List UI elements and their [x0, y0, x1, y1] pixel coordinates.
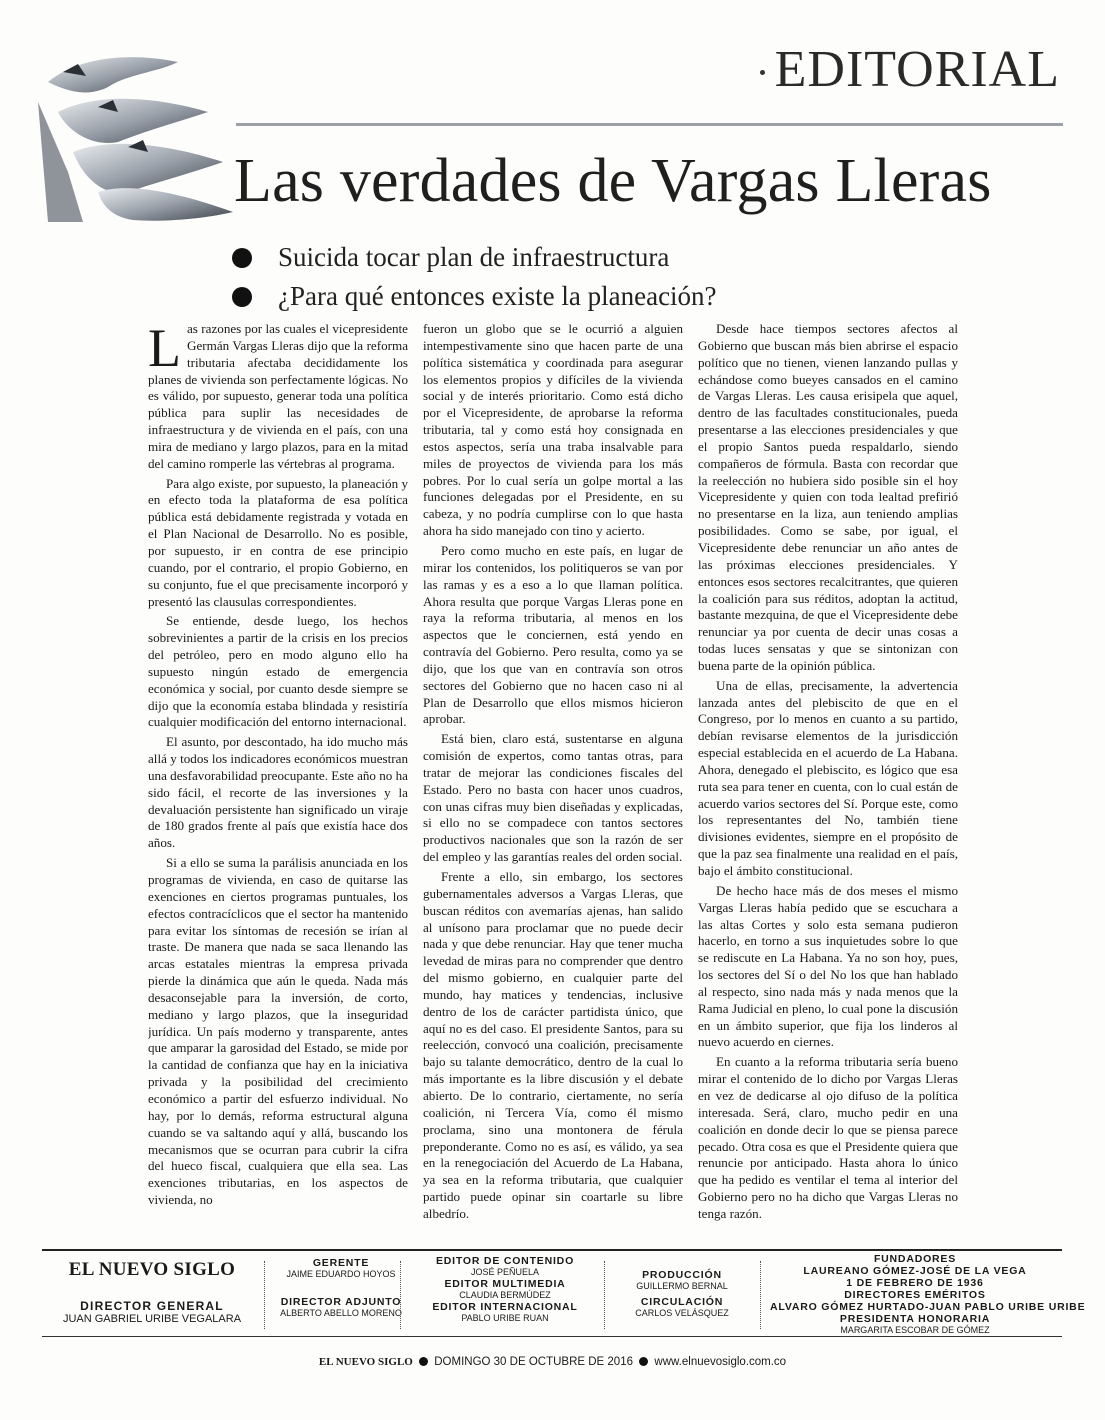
- section-dot: [760, 70, 765, 75]
- page-footer: [0, 1356, 1105, 1368]
- gerente-role: GERENTE: [312, 1257, 370, 1269]
- editor-contenido-role: EDITOR DE CONTENIDO: [435, 1255, 575, 1267]
- paragraph: Desde hace tiempos sectores afectos al Gobierno que buscan más bien abrirse el espacio político que no tienen, vienen lanzando pullas y echándose como bueyes cansados en el camino de Vargas Lleras. Les causa erisipela que aquel, dentro de las facultades constitucionales, pueda presentarse a las elecciones presidenciales y que el propio Santos pueda respaldarlo, siendo compañeros de fórmula. Basta con recordar que la reelección no hubiera sido posible sin el hoy Vicepresidente y quien con toda lealtad prefirió no presentarse en la liza, aun teniendo amplias posibilidades. Como se sabe, por igual, el Vicepresidente debe renunciar un año antes de las próximas elecciones presidenciales. Y entonces esos sectores recalcitrantes, que quieren la coalición para sus réditos, adoptan la actitud, bastante mezquina, de que el Vicepresidente debe renunciar ya por cuenta de decir unas cosas a todas luces sensatas y que se sintonizan con buena parte de la opinión pública.: [698, 321, 958, 673]
- divider: [400, 1261, 401, 1329]
- paragraph: El asunto, por descontado, ha ido mucho más allá y todos los indicadores económicos muestran una desfavorabilidad preocupante. Este año no ha sido fácil, el recorte de las inversiones y la devaluación persistente han significado un viraje de 180 grados frente al país que existía hace dos años.: [148, 734, 408, 851]
- masthead-production-block: [612, 1269, 752, 1323]
- horse-sculpture-illustration: [38, 52, 238, 222]
- directores-emeritos-names: ALVARO GÓMEZ HURTADO-JUAN PABLO URIBE URIBE: [770, 1301, 1086, 1313]
- paragraph: Para algo existe, por supuesto, la planeación y en efecto toda la plataforma de esa política pública está debidamente registrada y votada en el Plan Nacional de Desarrollo. No es posible, por supuesto, ir en contra de ese principio cuando, por el contrario, el propio Gobierno, en su conjunto, fue el que precisamente incorporó y presentó las clausulas correspondientes.: [148, 475, 408, 609]
- editor-multimedia-role: EDITOR MULTIMEDIA: [444, 1278, 566, 1290]
- footer-date: DOMINGO 30 DE OCTUBRE DE 2016: [434, 1356, 633, 1368]
- masthead-editors-block: [408, 1255, 602, 1328]
- article-column-1: [148, 321, 408, 1221]
- circulacion-role: CIRCULACIÓN: [640, 1296, 724, 1308]
- produccion-role: PRODUCCIÓN: [642, 1269, 722, 1281]
- footer-logo: EL NUEVO SIGLO: [318, 1356, 413, 1368]
- bullet-icon: [419, 1357, 428, 1366]
- bullet-icon: [639, 1357, 648, 1366]
- headline: Las verdades de Vargas Lleras: [234, 147, 992, 215]
- director-adjunto-name: ALBERTO ABELLO MORENO: [280, 1308, 402, 1318]
- divider: [604, 1261, 605, 1329]
- gerente-name: JAIME EDUARDO HOYOS: [286, 1269, 396, 1279]
- paragraph: De hecho hace más de dos meses el mismo Vargas Lleras había pedido que se escuchara a las altas Cortes y solo esta semana pudieron hacerlo, en torno a sus inquietudes sobre lo que se rediscute en La Habana. Ya no son hoy, pues, los sectores del Sí o del No los que han hablado al respecto, sino nada más y nada menos que la Rama Judicial en pleno, lo cual pone la discusión en un ámbito superior, que fija los linderos al nuevo acuerdo en ciernes.: [698, 882, 958, 1050]
- paragraph: Si a ello se suma la parálisis anunciada en los programas de vivienda, en caso de quitarse las exenciones en ciertos programas puntuales, los efectos contracíclicos que el sector ha mantenido para evitar los síntomas de recesión se irían al traste. De manera que nada se saca llenando las arcas estatales mientras la empresa privada pierde la dinámica que aún le queda. Nada más desaconsejable para la inversión, de corto, mediano y largo plazos, que la inseguridad jurídica. Un país moderno y transparente, antes que amparar la garosidad del Estado, se mide por la cantidad de confianza que hay en la iniciativa privada y la posibilidad del crecimiento económico a partir del esfuerzo individual. No hay, por lo demás, reforma estructural alguna cuando se va saltando aquí y allá, buscando los mecanismos que se ocurran para cubrir la cifra del hueco fiscal, cualquiera que ella sea. Las exenciones tributarias, en los aspectos de vivienda, no: [148, 855, 408, 1208]
- masthead-founders-block: [770, 1253, 1086, 1340]
- section-label: EDITORIAL: [774, 41, 1060, 98]
- directores-emeritos-role: DIRECTORES EMÉRITOS: [844, 1289, 986, 1301]
- deck-text-2: ¿Para qué entonces existe la planeación?: [278, 281, 717, 311]
- deck-line-1: [232, 238, 717, 277]
- fundacion-fecha: 1 DE FEBRERO DE 1936: [846, 1277, 984, 1289]
- paragraph: Está bien, claro está, sustentarse en alguna comisión de expertos, como tantas otras, para tratar de mejorar las condiciones fiscales del Estado. Pero no basta con hacer unos cuadros, con unas cifras muy bien diseñadas y explicadas, si ello no se compadece con tantos sectores productivos nacionales que son la razón de ser del empleo y las garantías reales del orden social.: [423, 731, 683, 865]
- fundadores-names: LAUREANO GÓMEZ-JOSÉ DE LA VEGA: [803, 1265, 1027, 1277]
- deck-line-2: [232, 277, 717, 316]
- circulacion-name: CARLOS VELÁSQUEZ: [635, 1308, 729, 1318]
- fundadores-role: FUNDADORES: [873, 1253, 957, 1265]
- produccion-name: GUILLERMO BERNAL: [636, 1281, 728, 1291]
- header-rule: [236, 123, 1063, 126]
- paragraph: En cuanto a la reforma tributaria sería bueno mirar el contenido de lo dicho por Vargas Lleras en vez de dedicarse al ojo difuso de la política interesada. Será, claro, mucho pedir en una coalición en donde decir lo que se piensa parece pecado. Otra cosa es que el Presidente quiera que renuncie por anticipado. Hasta ahora lo único que ha pedido es ventilar el tema al interior del Gobierno pero no ha dicho que Vargas Lleras no tenga razón.: [698, 1054, 958, 1221]
- article-body: [148, 321, 958, 1221]
- paragraph: Frente a ello, sin embargo, los sectores gubernamentales adversos a Vargas Lleras, que buscan réditos con avemarías ajenas, han salido al unísono para proclamar que no puede decir nada y que debe renunciar. Hay que tener mucha levedad de miras para no comprender que dentro del mismo gobierno, en cualquier parte del mundo, hay matices y tendencias, inclusive dentro de los de carácter partidista único, que aquí no es del caso. El presidente Santos, para su reelección, convocó una coalición, precisamente bajo su talante democrático, dentro de la cual lo más importante es la libre discusión y el debate abierto. De lo contrario, ciertamente, no sería coalición, ni Tercera Vía, como él mismo proclama, sino una montonera de férula preponderante. Como no es así, es válido, ya sea en la renegociación del Acuerdo de La Habana, ya sea en la reforma tributaria, que cualquier partido puede opinar sin coartarle su libre albedrío.: [423, 869, 683, 1221]
- article-column-3: [698, 321, 958, 1221]
- masthead-gerente-block: [270, 1257, 412, 1323]
- footer-url: www.elnuevosiglo.com.co: [654, 1356, 787, 1368]
- newspaper-logo: EL NUEVO SIGLO: [68, 1259, 236, 1280]
- dropcap: L: [148, 321, 181, 378]
- masthead: [42, 1249, 1086, 1337]
- paragraph: Pero como mucho en este país, en lugar de mirar los contenidos, los politiqueros se van por las ramas y es a eso a lo que llaman política. Ahora resulta que porque Vargas Lleras pone en raya la reforma tributaria, al menos en los aspectos que le conciernen, está yendo en contravía del Gobierno. Pero resulta, como ya se dijo, que los que van en contravía son otros sectores del Gobierno que no hacen caso ni al Plan de Desarrollo que ellos mismos hicieron aprobar.: [423, 542, 683, 727]
- paragraph: fueron un globo que se le ocurrió a alguien intempestivamente sino que hacen parte de una política sistemática y coordinada para asegurar los elementos propios y difíciles de la vivienda social y de interés prioritario. Como está dicho por el Vicepresidente, de aprobarse la reforma tributaria, tal y como está hoy consignada en estos aspectos, sería una traba insalvable para miles de proyectos de vivienda para los más pobres. Por lo cual sería un golpe mortal a las funciones delegadas por el Presidente, en su cabeza, y no podría cumplirse con lo que hasta ahora ha sido manejado con tino y acierto.: [423, 321, 683, 539]
- director-adjunto-role: DIRECTOR ADJUNTO: [280, 1296, 402, 1308]
- deck-text-1: Suicida tocar plan de infraestructura: [278, 242, 670, 272]
- editor-contenido-name: JOSÉ PEÑUELA: [470, 1267, 540, 1277]
- editor-multimedia-name: CLAUDIA BERMÚDEZ: [459, 1290, 551, 1300]
- paragraph: Se entiende, desde luego, los hechos sobrevinientes a partir de la crisis en los precios del petróleo, pero en modo alguno ello ha supuesto ningún estado de emergencia económica y social, por cuanto desde siempre se dijo que la economía estaba blindada y resistiría cualquier modificación del entorno internacional.: [148, 613, 408, 730]
- presidenta-name: MARGARITA ESCOBAR DE GÓMEZ: [840, 1325, 990, 1335]
- director-general-name: JUAN GABRIEL URIBE VEGALARA: [62, 1313, 242, 1325]
- masthead-logo-block: [52, 1259, 252, 1325]
- director-general-role: DIRECTOR GENERAL: [80, 1299, 224, 1313]
- editor-internacional-role: EDITOR INTERNACIONAL: [432, 1301, 578, 1313]
- bullet-icon: [232, 248, 252, 268]
- deck: [232, 238, 717, 316]
- paragraph: Una de ellas, precisamente, la advertencia lanzada antes del plebiscito de que en el Congreso, por lo menos en cuanto a su partido, debían revisarse elementos de la jurisdicción especial establecida en el acuerdo de La Habana. Ahora, denegado el plebiscito, es lógico que esa ruta sea para tener en cuenta, con lo cual están de acuerdo varios sectores del Sí. Porque este, como los representantes del No, también tiene divisiones evidentes, siempre en el propósito de que la paz sea finalmente una realidad en el país, bajo el ámbito constitucional.: [698, 677, 958, 878]
- paragraph: Las razones por las cuales el vicepresidente Germán Vargas Lleras dijo que la reforma tributaria afectaba decididamente los planes de vivienda son perfectamente lógicas. No es válido, por supuesto, generar toda una política pública para suplir las necesidades de infraestructura y de vivienda en el país, con una mira de mediano y largo plazos, para en la mitad del camino romperle las vértebras al programa.: [148, 321, 408, 471]
- presidenta-role: PRESIDENTA HONORARIA: [839, 1313, 991, 1325]
- article-column-2: [423, 321, 683, 1221]
- divider: [760, 1261, 761, 1329]
- bullet-icon: [232, 287, 252, 307]
- editor-internacional-name: PABLO URIBE RUAN: [461, 1313, 549, 1323]
- divider: [264, 1261, 265, 1329]
